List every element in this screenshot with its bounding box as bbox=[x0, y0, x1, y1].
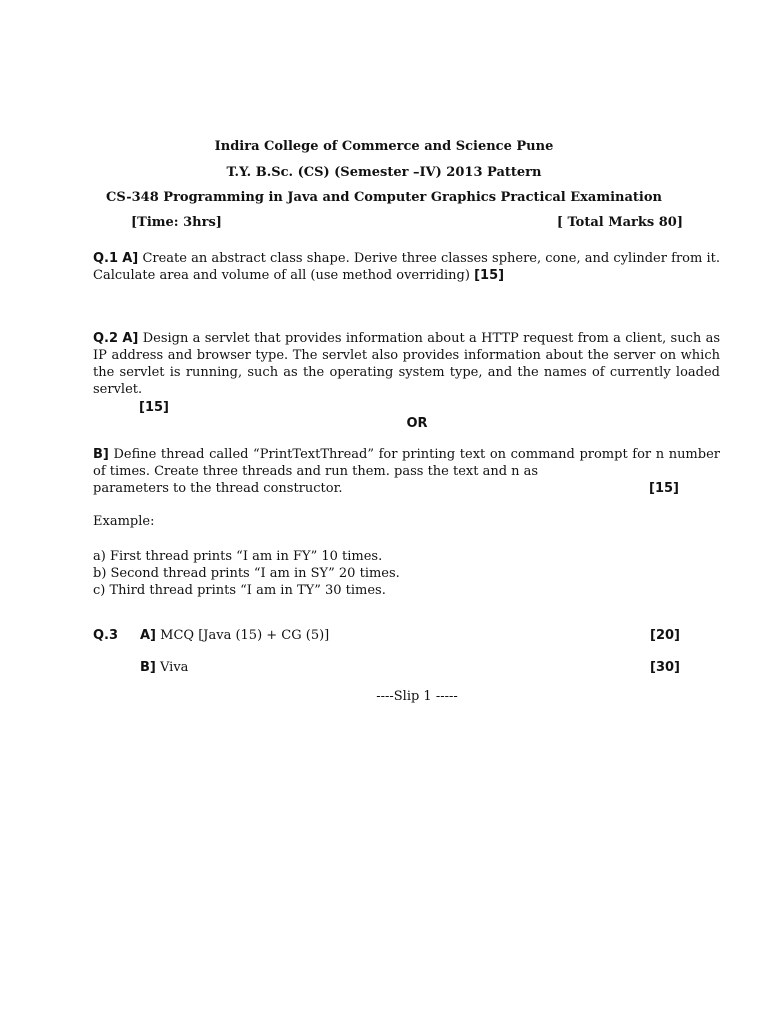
course-title: T.Y. B.Sc. (CS) (Semester –IV) 2013 Pattern bbox=[226, 165, 542, 180]
exam-time: [Time: 3hrs] bbox=[131, 215, 222, 230]
example-list bbox=[93, 548, 400, 599]
question-1 bbox=[93, 250, 720, 284]
q3b-marks: [30] bbox=[650, 660, 680, 675]
q3b-line bbox=[140, 660, 188, 675]
or-separator: OR bbox=[406, 416, 428, 431]
slip-footer: ----Slip 1 ----- bbox=[376, 689, 458, 704]
q2a-marks: [15] bbox=[139, 400, 169, 415]
q2-part-a: A] bbox=[122, 331, 139, 346]
q3a-line bbox=[140, 628, 329, 643]
example-item: b) Second thread prints “I am in SY” 20 times. bbox=[93, 566, 400, 581]
q2-text-b-1: Define thread called “PrintTextThread” for printing text on command prompt for n number of times. Create three threads and run them. pass the text and n as bbox=[93, 447, 720, 479]
q2-text-b-2: parameters to the thread constructor. bbox=[93, 481, 343, 496]
q2-text-a: Design a servlet that provides information about a HTTP request from a client, such as IP address and browser type. The servlet also provides information about the server on which the servlet is running, such as the operating system type, and the names of currently loaded servlet. bbox=[93, 331, 720, 397]
q2-label: Q.2 bbox=[93, 331, 119, 346]
college-name: Indira College of Commerce and Science Pune bbox=[214, 139, 554, 154]
q3-part-a: A] bbox=[140, 628, 157, 643]
q1-part: A] bbox=[122, 251, 139, 266]
q3-text-a: MCQ [Java (15) + CG (5)] bbox=[160, 628, 330, 643]
exam-title: CS-348 Programming in Java and Computer Graphics Practical Examination bbox=[106, 190, 662, 205]
q1-label: Q.1 bbox=[93, 251, 119, 266]
q1-marks: [15] bbox=[474, 268, 505, 283]
example-item: a) First thread prints “I am in FY” 10 times. bbox=[93, 549, 383, 564]
example-label: Example: bbox=[93, 514, 155, 529]
q1-text: Create an abstract class shape. Derive three classes sphere, cone, and cylinder from it. Calculate area and volume of all (use method overriding) bbox=[93, 251, 721, 283]
q2-part-b: B] bbox=[93, 447, 109, 462]
q3-part-b: B] bbox=[140, 660, 156, 675]
total-marks: [ Total Marks 80] bbox=[556, 215, 683, 230]
exam-meta bbox=[131, 215, 683, 230]
example-item: c) Third thread prints “I am in TY” 30 times. bbox=[93, 583, 386, 598]
q3a-marks: [20] bbox=[650, 628, 680, 643]
q2b-last-line bbox=[93, 480, 720, 497]
q2b-marks: [15] bbox=[649, 481, 679, 496]
question-2b bbox=[93, 446, 720, 497]
q3-label: Q.3 bbox=[93, 628, 119, 643]
q3-text-b: Viva bbox=[160, 660, 189, 675]
question-2a bbox=[93, 330, 720, 398]
